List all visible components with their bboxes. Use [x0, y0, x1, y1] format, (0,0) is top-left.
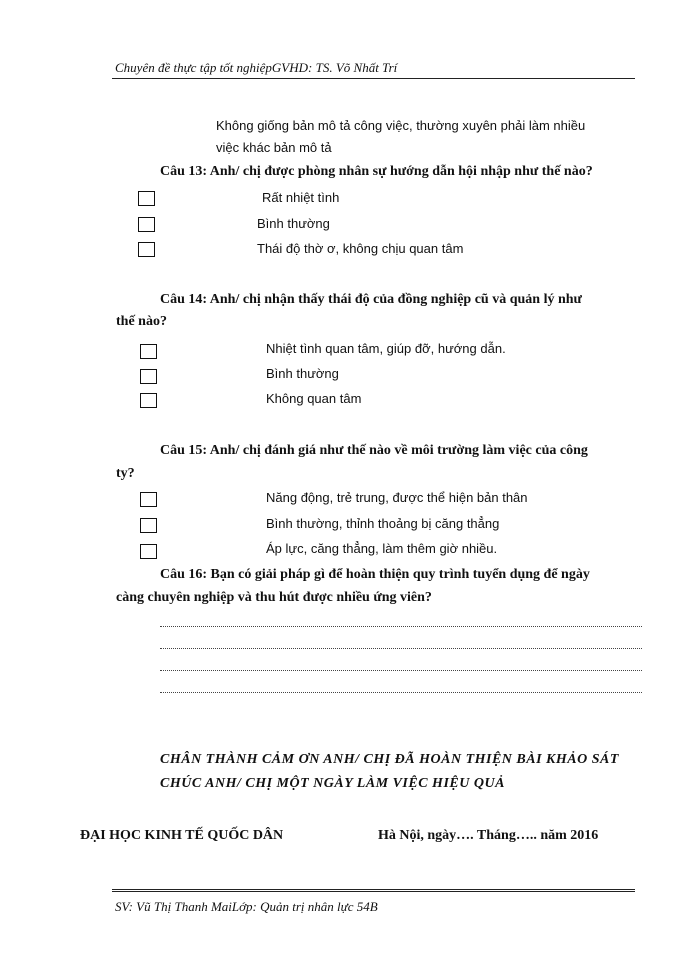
q13-option-3-checkbox[interactable] [138, 242, 155, 257]
page-header: Chuyên đề thực tập tốt nghiệpGVHD: TS. Võ Nhất Trí [115, 60, 398, 75]
footer-rule [112, 889, 635, 892]
answer-line-1[interactable] [160, 626, 642, 627]
q16-question-line-1: Câu 16: Bạn có giải pháp gì để hoàn thiện quy trình tuyển dụng để ngày [160, 567, 590, 582]
q15-option-3-checkbox[interactable] [140, 544, 157, 559]
carryover-line-1: Không giống bản mô tả công việc, thường xuyên phải làm nhiều [216, 118, 586, 133]
q14-option-2-checkbox[interactable] [140, 369, 157, 384]
q15-option-3-label: Áp lực, căng thẳng, làm thêm giờ nhiều. [266, 541, 498, 556]
q16-question-line-2: càng chuyên nghiệp và thu hút được nhiều ứng viên? [116, 590, 432, 605]
q14-option-3-label: Không quan tâm [266, 391, 362, 406]
carryover-line-2: việc khác bản mô tả [216, 140, 332, 155]
q15-option-2-label: Bình thường, thỉnh thoảng bị căng thẳng [266, 516, 500, 531]
q14-option-1-label: Nhiệt tình quan tâm, giúp đỡ, hướng dẫn. [266, 341, 506, 356]
q15-option-1-checkbox[interactable] [140, 492, 157, 507]
q13-option-2-label: Bình thường [257, 216, 330, 231]
answer-line-2[interactable] [160, 648, 642, 649]
q14-option-2-label: Bình thường [266, 366, 339, 381]
q14-option-1-checkbox[interactable] [140, 344, 157, 359]
q15-option-1-label: Năng động, trẻ trung, được thể hiện bản thân [266, 490, 528, 505]
q15-question-line-1: Câu 15: Anh/ chị đánh giá như thế nào về môi trường làm việc của công [160, 443, 588, 458]
q14-question-line-1: Câu 14: Anh/ chị nhận thấy thái độ của đồng nghiệp cũ và quản lý như [160, 292, 582, 307]
q15-option-2-checkbox[interactable] [140, 518, 157, 533]
page-footer: SV: Vũ Thị Thanh MaiLớp: Quản trị nhân lực 54B [115, 899, 378, 914]
thanks-line-1: CHÂN THÀNH CẢM ƠN ANH/ CHỊ ĐÃ HOÀN THIỆN BÀI KHẢO SÁT [160, 752, 619, 767]
q13-option-1-label: Rất nhiệt tình [262, 190, 340, 205]
answer-line-3[interactable] [160, 670, 642, 671]
q13-option-2-checkbox[interactable] [138, 217, 155, 232]
place-date: Hà Nội, ngày…. Tháng….. năm 2016 [378, 828, 599, 843]
header-rule [112, 78, 635, 79]
q14-question-line-2: thế nào? [116, 314, 167, 329]
q14-option-3-checkbox[interactable] [140, 393, 157, 408]
university-name: ĐẠI HỌC KINH TẾ QUỐC DÂN [80, 828, 284, 843]
q13-option-3-label: Thái độ thờ ơ, không chịu quan tâm [257, 241, 464, 256]
carryover-text [216, 115, 636, 159]
q15-question-line-2: ty? [116, 466, 135, 481]
answer-line-4[interactable] [160, 692, 642, 693]
q13-option-1-checkbox[interactable] [138, 191, 155, 206]
thanks-line-2: CHÚC ANH/ CHỊ MỘT NGÀY LÀM VIỆC HIỆU QUẢ [160, 776, 505, 791]
q13-question: Câu 13: Anh/ chị được phòng nhân sự hướng dẫn hội nhập như thế nào? [160, 164, 593, 179]
